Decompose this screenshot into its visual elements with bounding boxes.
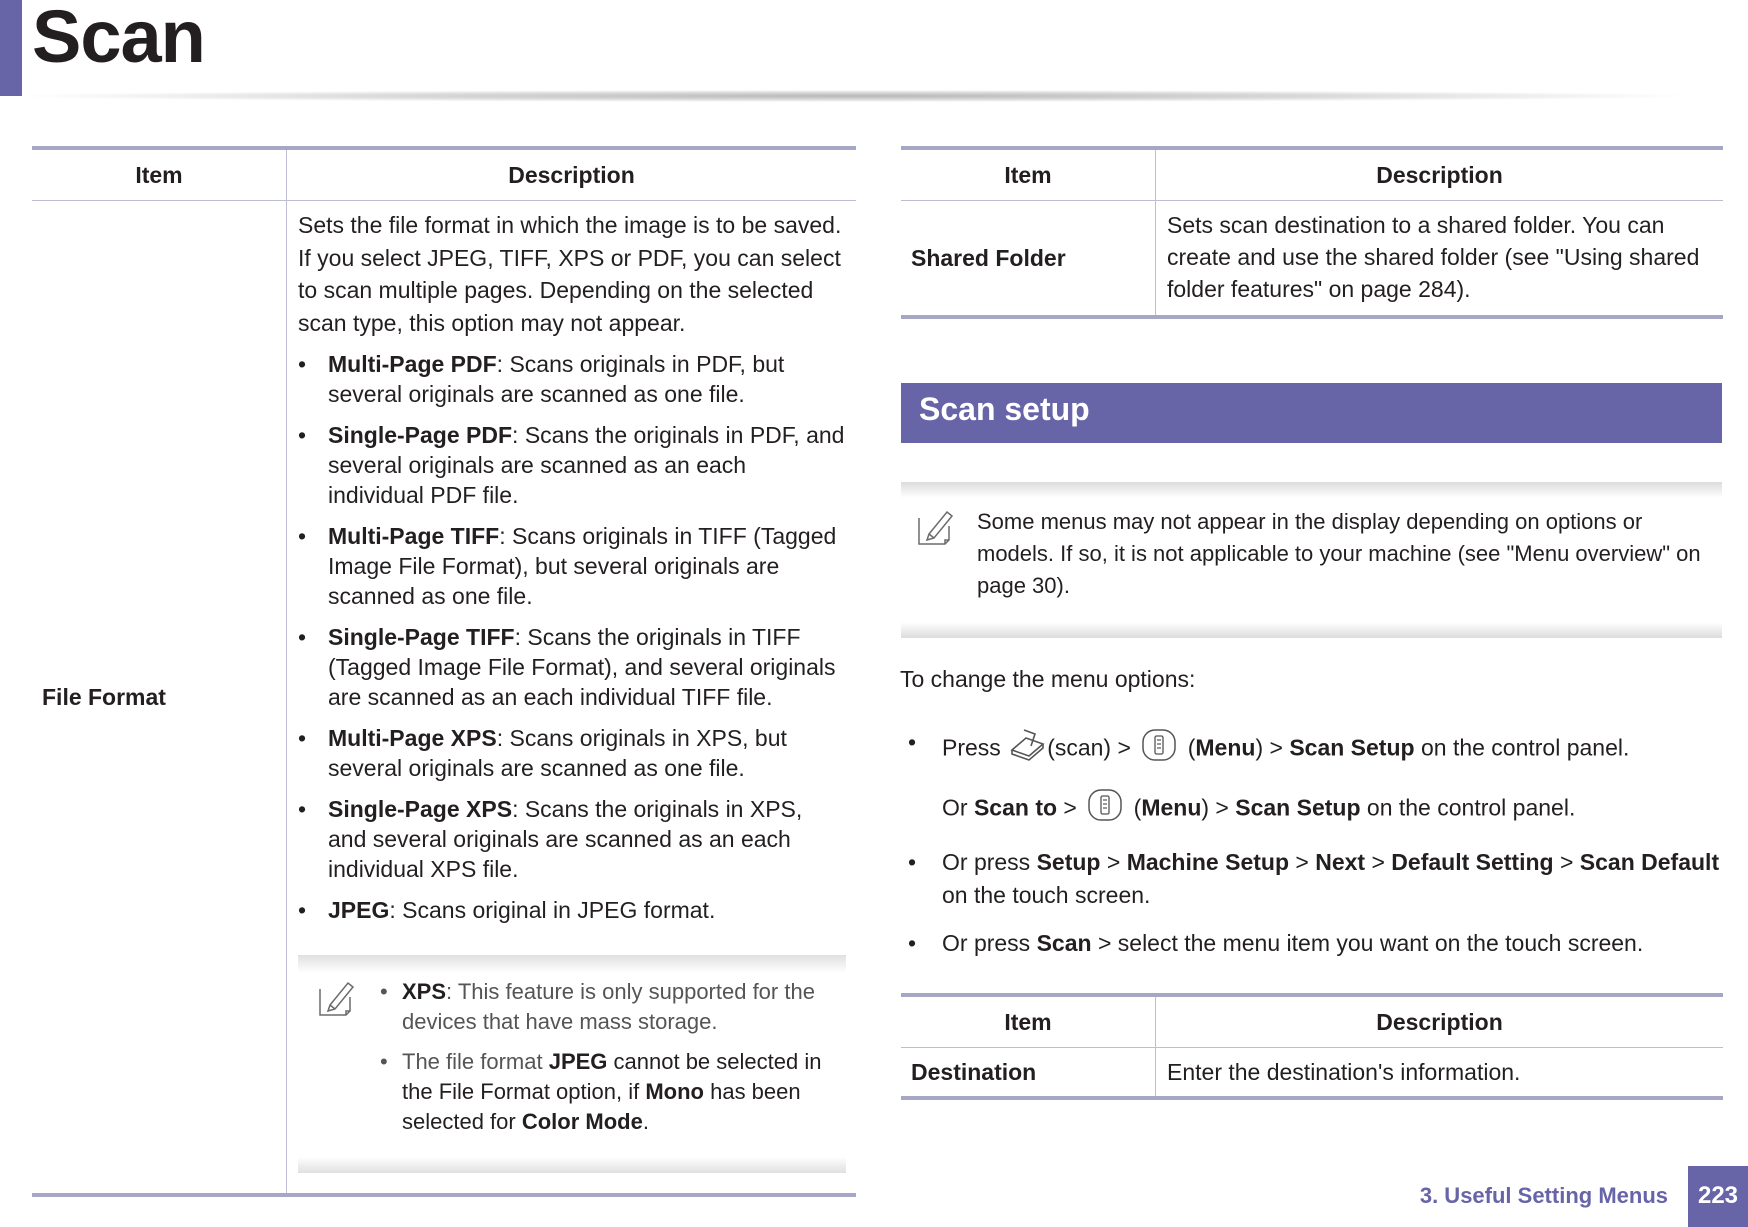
list-item: • Or press Setup > Machine Setup > Next > Default Setting > Scan Default on the touch screen. <box>900 846 1730 912</box>
list-item: • Multi-Page XPS: Scans originals in XPS, but several originals are scanned as one file. <box>298 723 846 783</box>
table-row <box>901 1048 1723 1099</box>
file-format-table <box>32 146 856 1197</box>
title-divider <box>30 90 1680 102</box>
note-text: Some menus may not appear in the display depending on options or models. If so, it is not applicable to your machine (see "Menu overview" on page 30). <box>977 509 1701 598</box>
item-cell: Shared Folder <box>901 201 1156 318</box>
note-list <box>378 977 836 1137</box>
intro-text: To change the menu options: <box>900 666 1196 692</box>
description-cell: Enter the destination's information. <box>1156 1048 1724 1099</box>
scan-setup-note <box>901 482 1722 638</box>
note-item: • The file format JPEG cannot be selected in the File Format option, if Mono has been selected for Color Mode. <box>378 1047 836 1137</box>
menu-button-icon <box>1083 788 1127 831</box>
note-item: • XPS: This feature is only supported for the devices that have mass storage. <box>378 977 836 1037</box>
col-header-description: Description <box>1156 995 1724 1048</box>
note-pencil-icon <box>915 506 957 553</box>
list-item: • Single-Page PDF: Scans the originals in PDF, and several originals are scanned as an each individual PDF file. <box>298 420 846 510</box>
format-list <box>298 349 846 925</box>
footer-chapter: 3. Useful Setting Menus <box>1419 1183 1668 1208</box>
menu-button-icon <box>1137 728 1181 771</box>
list-item: • Multi-Page PDF: Scans originals in PDF, but several originals are scanned as one file. <box>298 349 846 409</box>
section-header <box>901 383 1722 443</box>
item-cell: Destination <box>901 1048 1156 1099</box>
col-header-item: Item <box>32 148 287 201</box>
note-pencil-icon <box>316 977 358 1027</box>
destination-table <box>901 993 1723 1100</box>
section-title: Scan setup <box>919 391 1090 427</box>
description-cell: Sets scan destination to a shared folder. You can create and use the shared folder (see "Using shared folder features" on page 284). <box>1156 201 1724 318</box>
list-item: • Single-Page TIFF: Scans the originals in TIFF (Tagged Image File Format), and several originals are scanned as an each individual TIFF file. <box>298 622 846 712</box>
col-header-item: Item <box>901 995 1156 1048</box>
page-number: 223 <box>1688 1166 1748 1227</box>
scan-icon <box>1007 726 1047 773</box>
list-item: • Or press Scan > select the menu item you want on the touch screen. <box>900 927 1730 960</box>
header-accent-bar <box>0 0 22 96</box>
steps-list <box>900 726 1730 975</box>
list-item: • Multi-Page TIFF: Scans originals in TIFF (Tagged Image File Format), but several originals are scanned as one file. <box>298 521 846 611</box>
description-intro: Sets the file format in which the image is to be saved. If you select JPEG, TIFF, XPS or PDF, you can select to scan multiple pages. Depending on the selected scan type, this option may not appear. <box>298 212 842 336</box>
list-item: Or Scan to > (Menu) > Scan Setup on the control panel. <box>900 788 1730 831</box>
col-header-description: Description <box>1156 148 1724 201</box>
item-cell: File Format <box>32 201 287 1196</box>
page-title: Scan <box>32 0 205 78</box>
table-row <box>32 201 856 1196</box>
description-cell <box>287 201 857 1196</box>
table-row <box>901 201 1723 318</box>
note-box <box>298 955 846 1173</box>
shared-folder-table <box>901 146 1723 319</box>
list-item: • JPEG: Scans original in JPEG format. <box>298 895 846 925</box>
list-item: • Single-Page XPS: Scans the originals in XPS, and several originals are scanned as an each individual XPS file. <box>298 794 846 884</box>
list-item: • Press (scan) > (Menu) > Scan Setup on the control panel. <box>900 726 1730 773</box>
col-header-item: Item <box>901 148 1156 201</box>
col-header-description: Description <box>287 148 857 201</box>
